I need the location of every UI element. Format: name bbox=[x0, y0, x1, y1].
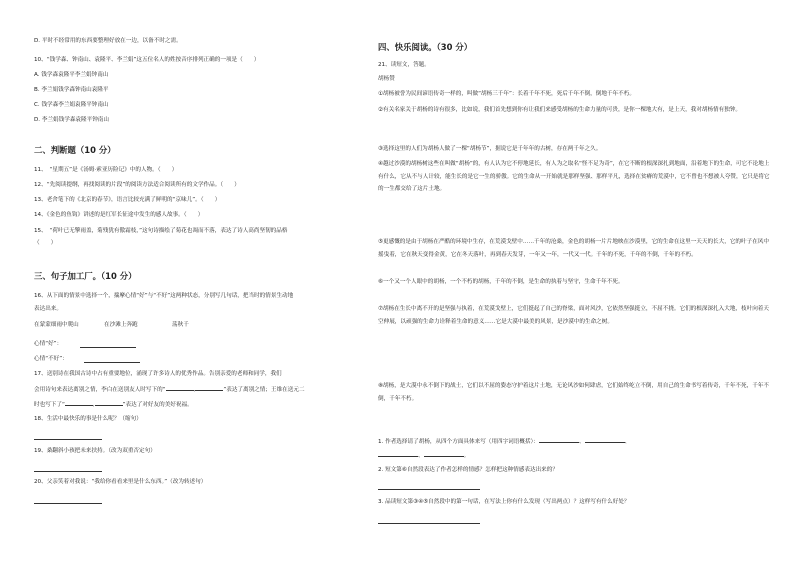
rq1-blank-4[interactable] bbox=[424, 451, 464, 457]
rq1-blank-1[interactable] bbox=[539, 437, 579, 443]
mood-bad-line[interactable] bbox=[84, 362, 140, 363]
passage-paragraph-2: ②有关名家关于胡杨的诗有很多，比如说，我们首先想到你有让我们来感受胡杨的生命力量的可贵，是你一棵地大有，是上天，我对胡杨情有独钟。 bbox=[378, 107, 742, 113]
rq3-answer-line[interactable] bbox=[378, 523, 480, 524]
question-16-cont: 表达出来。 bbox=[34, 306, 62, 312]
question-9-option-d: D. 平时不经常用的东西要整理好放在一边，以备不时之需。 bbox=[34, 38, 182, 44]
passage-paragraph-1: ①胡杨被誉为民间谚语传奇一样的，叫做“胡杨三千年”：长着千年不死，死后千年不倒，倒地千年不朽。 bbox=[378, 91, 635, 97]
q17-text-b: 会用诗句来表达离别之情，李白在送别友人时写下的“ bbox=[34, 387, 166, 393]
question-15: 15、 “荷叶已无擎雨盖，菊残犹有傲霜枝，”这句诗描绘了菊花也凋而不落，表达了诗人高尚坚韧的品格 bbox=[34, 228, 288, 234]
passage-paragraph-4: ④越过沙漠的胡杨树这些在叫做“胡杨”的，有人认为它不停地延长，有人为之取名“怪不足为奇”，在它不断的根深深扎到地面，沿着地下的生命，可它不论地上有什么，它从不与人计较，能生长的是它一生的骄傲。它的生命从一开始就是那样坚强、那样平凡，选择在贫瘠的荒漠中，它不曾也不想被人夸赞，它只是将它的一生都交给了这片土地。 bbox=[378, 161, 770, 193]
mood-bad-label: 心情“不好”： bbox=[34, 356, 68, 362]
passage-paragraph-7: ⑦胡杨在生长中离不开的是坚强与执着，在荒漠戈壁上，它们挺起了自己的脊梁，面对风沙，它依然坚强挺立，不屈不挠。它们的根深深扎入大地，枝叶向着天空伸展，以顽强的生命力诠释着生命的意义……它是大漠中最美的风景，是沙漠中的生命之树。 bbox=[378, 306, 769, 325]
question-17-line2: 会用诗句来表达离别之情，李白在送别友人时写下的“ , ”表达了离别之情；王维在送元二 bbox=[34, 387, 305, 393]
q17-text-d: 时也写下了“ bbox=[34, 402, 65, 408]
rq1-blank-2[interactable] bbox=[585, 437, 625, 443]
q18-answer-line[interactable] bbox=[34, 439, 102, 440]
question-15-answer: （ ） bbox=[34, 240, 57, 246]
passage-paragraph-3: ③选择这里的人们为胡杨人做了一棵“胡杨节”，据说它是千年年的古树，存在两千年之久。 bbox=[378, 146, 602, 152]
q17-text-c: ”表达了离别之情；王维在送元二 bbox=[223, 387, 305, 393]
rq2-answer-line[interactable] bbox=[378, 489, 480, 490]
q17-text-e: ”表达了对好友的美好祝福。 bbox=[122, 402, 193, 408]
question-20: 20、父亲笑着对我说：“我给你看看来里是什么东西。”（改为转述句） bbox=[34, 479, 207, 485]
question-17-line3: 时也写下了“ , ”表达了对好友的美好祝福。 bbox=[34, 402, 193, 408]
question-19: 19、桑翻斜小孩把未来扶持。（改为双重否定句） bbox=[34, 448, 156, 454]
q20-answer-line[interactable] bbox=[34, 503, 102, 504]
reading-question-3: 3. 品读短文第③④⑤自然段中的第一句话，在写法上你有什么发现（写出两点）？这样写有什么好处？ bbox=[378, 499, 630, 505]
question-13: 13、老舍笔下的《北京的春节》，语言比较充满了鲜明的“京味儿”。（ ） bbox=[34, 197, 221, 203]
question-10-option-a: A. 钱学森袁隆平李兰娟钟南山 bbox=[34, 72, 109, 78]
section-3-heading: 三、句子加工厂。（10 分） bbox=[34, 271, 137, 281]
passage-paragraph-6: ⑥一个又一个人眼中的胡杨，一个不朽的胡杨，千年的不倒，是生命的执着与坚守，生命千年不死。 bbox=[378, 279, 624, 285]
q17-blank-3[interactable] bbox=[65, 400, 93, 406]
passage-title: 胡杨赞 bbox=[378, 76, 395, 82]
question-14: 14、《金色的鱼钩》讲述的是红军长征途中发生的感人故事。（ ） bbox=[34, 212, 204, 218]
rq1-blank-3[interactable] bbox=[378, 451, 418, 457]
q17-blank-4[interactable] bbox=[95, 400, 123, 406]
section-2-heading: 二、判断题（10 分） bbox=[34, 145, 116, 155]
question-10-option-d: D. 李兰娟钱学森袁隆平钟南山 bbox=[34, 117, 109, 123]
question-10-option-c: C. 钱学森李兰娟袁隆平钟南山 bbox=[34, 102, 109, 108]
mood-good-line[interactable] bbox=[80, 347, 136, 348]
question-18: 18、生活中最快乐的事是什么呢？（缩句） bbox=[34, 416, 142, 422]
question-10: 10、“钱学森、钟南山、袁隆平、李兰娟”这五位名人的姓按音序排列正确的一项是（ ） bbox=[34, 57, 260, 63]
mood-good-label: 心情“好”： bbox=[34, 341, 63, 347]
question-12: 12、“先阅读提纲，再找阅读的片段”的阅读方法适合阅读所有的文学作品。（ ） bbox=[34, 182, 240, 188]
question-16: 16、从下面的情景中选择一个，揣摩心情“好”与“不好”这两种状态，分别写几句话，把当时的情景生动地 bbox=[34, 293, 294, 299]
reading-question-1-cont: 、 。 bbox=[378, 451, 469, 460]
scenario-2: 在沙滩上奔跑 bbox=[104, 322, 138, 328]
question-11: 11、 “星期五”是《汤姆·索亚历险记》中的人物。（ ） bbox=[34, 167, 178, 173]
scenario-1: 在蒙蒙细雨中爬山 bbox=[34, 322, 79, 328]
passage-paragraph-8: ⑧胡杨，是大漠中永不倒下的战士，它们以不屈的姿态守护着这片土地，无论风沙如何肆虐，它们始终屹立不倒，用自己的生命书写着传奇，千年不死，千年不倒，千年不朽。 bbox=[378, 383, 769, 402]
q19-answer-line[interactable] bbox=[34, 471, 102, 472]
question-21: 21、读短文，答题。 bbox=[378, 62, 430, 68]
section-4-heading: 四、快乐阅读。（30 分） bbox=[378, 42, 473, 52]
scenario-3: 荡秋千 bbox=[172, 322, 189, 328]
reading-question-1: 1. 作者选择请了胡杨，从四个方面具体来写（用四字词语概括）： 、 、 bbox=[378, 439, 631, 445]
q17-blank-1[interactable] bbox=[166, 385, 194, 391]
question-17: 17、送别诗在我国古诗中占有重要地位，涌现了许多诗人的优秀作品。告别亲爱的老师和同学，我们 bbox=[34, 371, 282, 377]
rq1-text: 1. 作者选择请了胡杨，从四个方面具体来写（用四字词语概括）： bbox=[378, 439, 539, 445]
question-10-option-b: B. 李兰娟钱学森钟南山袁隆平 bbox=[34, 87, 109, 93]
passage-paragraph-5: ⑤更感慨的是由于胡杨在严酷的环境中生存，在荒漠戈壁中……千年的沧桑，金色的胡杨一片片地映在沙漠里，它的生命在这里一天天的长大，它的叶子在风中摇曳着，它在秋天变得金黄，它在冬天落叶，再到春天发芽，一年又一年，一代又一代。千年的不死，千年的不倒，千年的不朽。 bbox=[378, 239, 769, 258]
q17-blank-2[interactable] bbox=[195, 385, 223, 391]
reading-question-2: 2. 短文第⑥自然段表达了作者怎样的情感？怎样把这种情感表达出来的？ bbox=[378, 467, 558, 473]
